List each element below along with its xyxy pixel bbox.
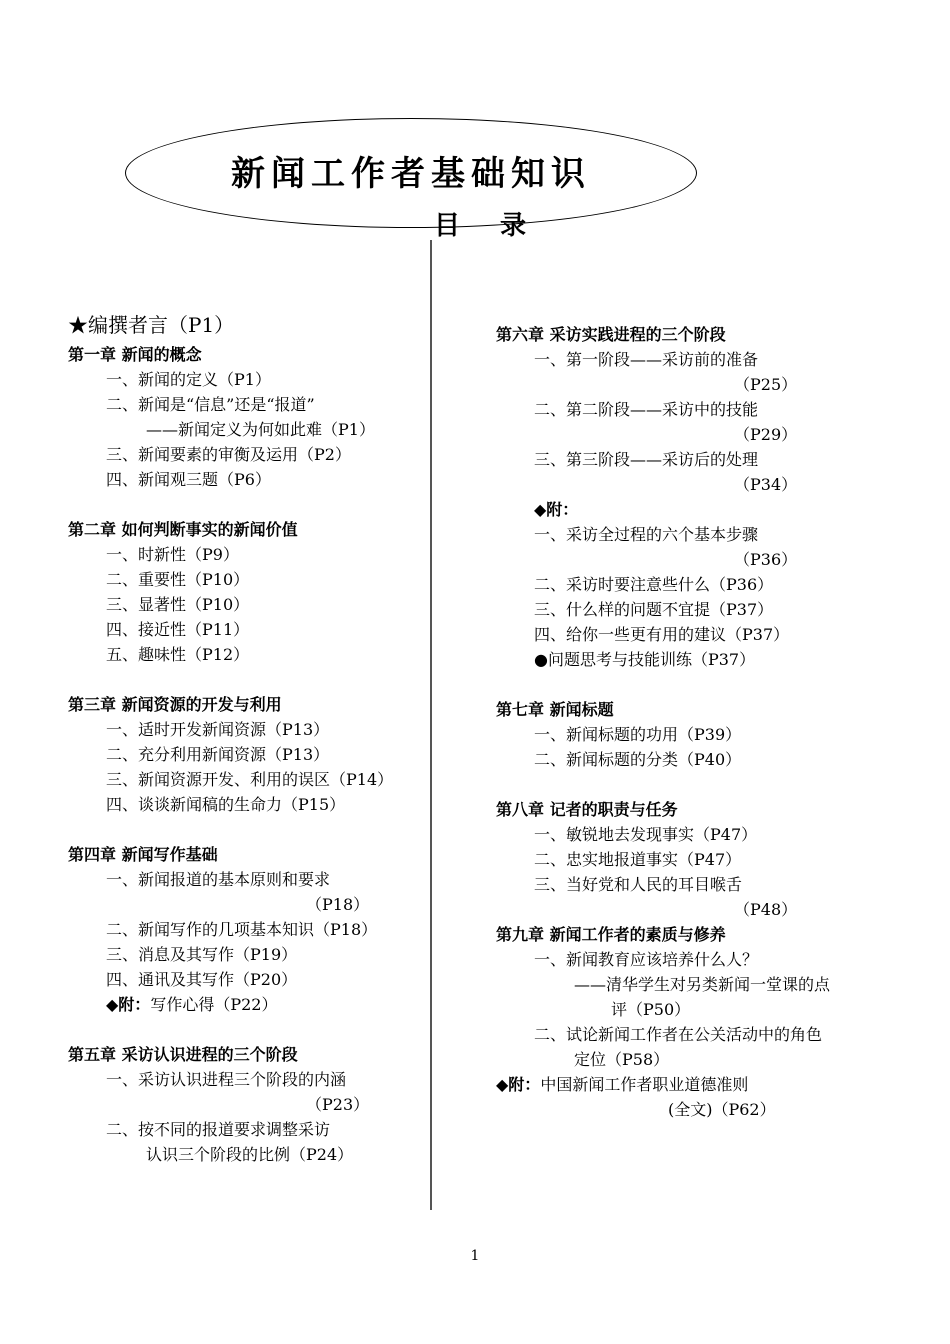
chapter-6-heading[interactable]: 第六章 采访实践进程的三个阶段: [496, 325, 726, 344]
toc-entry[interactable]: 四、新闻观三题（P6）: [106, 470, 271, 489]
appendix-label: ◆附：: [106, 995, 151, 1014]
toc-heading: [380, 205, 580, 242]
toc-appendix[interactable]: [496, 1072, 896, 1097]
toc-entry[interactable]: 四、接近性（P11）: [106, 620, 250, 639]
toc-entry[interactable]: 二、忠实地报道事实（P47）: [534, 850, 742, 869]
chapter-3-heading[interactable]: 第三章 新闻资源的开发与利用: [68, 695, 282, 714]
chapter-5-heading[interactable]: 第五章 采访认识进程的三个阶段: [68, 1045, 298, 1064]
chapter-8-heading[interactable]: 第八章 记者的职责与任务: [496, 800, 678, 819]
toc-entry[interactable]: 一、适时开发新闻资源（P13）: [106, 720, 330, 739]
chapter-7-heading[interactable]: 第七章 新闻标题: [496, 700, 614, 719]
toc-entry[interactable]: 三、显著性（P10）: [106, 595, 250, 614]
toc-entry-continued[interactable]: 认识三个阶段的比例（P24）: [146, 1145, 354, 1164]
toc-entry[interactable]: 四、通讯及其写作（P20）: [106, 970, 298, 989]
toc-entry[interactable]: 二、新闻标题的分类（P40）: [534, 750, 742, 769]
document-title: 新闻工作者基础知识: [231, 154, 591, 194]
column-divider: [430, 240, 432, 1210]
toc-appendix[interactable]: [68, 992, 428, 1017]
toc-page-ref[interactable]: （P36）: [734, 550, 798, 569]
appendix-text: 中国新闻工作者职业道德准则: [540, 1075, 749, 1094]
toc-page-ref[interactable]: （P48）: [734, 900, 798, 919]
appendix-label: ◆附：: [496, 1075, 541, 1094]
page-number: 1: [470, 1248, 480, 1264]
toc-entry[interactable]: 四、给你一些更有用的建议（P37）: [534, 625, 790, 644]
toc-entry[interactable]: 一、时新性（P9）: [106, 545, 239, 564]
chapter-4-heading[interactable]: 第四章 新闻写作基础: [68, 845, 218, 864]
toc-page-ref[interactable]: （P34）: [734, 475, 798, 494]
chapter-9-heading[interactable]: 第九章 新闻工作者的素质与修养: [496, 925, 726, 944]
toc-entry-continued[interactable]: ——新闻定义为何如此难（P1）: [146, 420, 375, 439]
toc-entry[interactable]: 二、新闻写作的几项基本知识（P18）: [106, 920, 378, 939]
toc-entry[interactable]: 五、趣味性（P12）: [106, 645, 250, 664]
chapter-2-heading[interactable]: 第二章 如何判断事实的新闻价值: [68, 520, 298, 539]
toc-entry-continued[interactable]: 评（P50）: [611, 1000, 691, 1019]
toc-entry[interactable]: 一、第一阶段——采访前的准备: [534, 350, 759, 369]
toc-heading-left: 目: [433, 211, 460, 241]
toc-entry[interactable]: 二、按不同的报道要求调整采访: [106, 1120, 331, 1139]
toc-entry[interactable]: 三、消息及其写作（P19）: [106, 945, 298, 964]
toc-entry[interactable]: 一、新闻标题的功用（P39）: [534, 725, 742, 744]
toc-page-ref[interactable]: (全文)（P62）: [668, 1100, 776, 1119]
toc-entry[interactable]: 三、第三阶段——采访后的处理: [534, 450, 759, 469]
toc-entry[interactable]: 一、采访全过程的六个基本步骤: [534, 525, 759, 544]
toc-left-column: [68, 310, 428, 1167]
toc-page-ref[interactable]: （P18）: [306, 895, 370, 914]
toc-entry[interactable]: 二、重要性（P10）: [106, 570, 250, 589]
appendix-text: 写作心得（P22）: [150, 995, 278, 1014]
toc-entry[interactable]: 三、新闻资源开发、利用的误区（P14）: [106, 770, 394, 789]
chapter-1-heading[interactable]: 第一章 新闻的概念: [68, 345, 202, 364]
toc-entry[interactable]: 二、采访时要注意些什么（P36）: [534, 575, 774, 594]
toc-entry[interactable]: 二、第二阶段——采访中的技能: [534, 400, 759, 419]
toc-heading-right: 录: [500, 211, 527, 241]
toc-entry[interactable]: 二、新闻是“信息”还是“报道”: [106, 395, 315, 414]
toc-page-ref[interactable]: （P29）: [734, 425, 798, 444]
toc-page-ref[interactable]: （P25）: [734, 375, 798, 394]
toc-entry[interactable]: 三、当好党和人民的耳目喉舌: [534, 875, 743, 894]
toc-intro[interactable]: ★编撰者言（P1）: [68, 313, 235, 337]
toc-entry[interactable]: 一、新闻教育应该培养什么人？: [534, 950, 759, 969]
toc-entry[interactable]: 一、新闻的定义（P1）: [106, 370, 271, 389]
toc-entry[interactable]: 三、新闻要素的审衡及运用（P2）: [106, 445, 351, 464]
toc-entry[interactable]: 一、新闻报道的基本原则和要求: [106, 870, 331, 889]
toc-entry[interactable]: ●问题思考与技能训练（P37）: [534, 650, 756, 669]
toc-entry[interactable]: 二、充分利用新闻资源（P13）: [106, 745, 330, 764]
toc-entry[interactable]: 三、什么样的问题不宜提（P37）: [534, 600, 774, 619]
appendix-label: ◆附：: [534, 500, 579, 519]
toc-entry[interactable]: 四、谈谈新闻稿的生命力（P15）: [106, 795, 346, 814]
toc-right-column: [496, 322, 896, 1122]
toc-page-ref[interactable]: （P23）: [306, 1095, 370, 1114]
toc-entry-continued[interactable]: ——清华学生对另类新闻一堂课的点: [574, 975, 831, 994]
toc-entry[interactable]: 一、采访认识进程三个阶段的内涵: [106, 1070, 347, 1089]
toc-entry[interactable]: 二、试论新闻工作者在公关活动中的角色: [534, 1025, 823, 1044]
toc-entry[interactable]: 一、敏锐地去发现事实（P47）: [534, 825, 758, 844]
toc-entry-continued[interactable]: 定位（P58）: [574, 1050, 670, 1069]
